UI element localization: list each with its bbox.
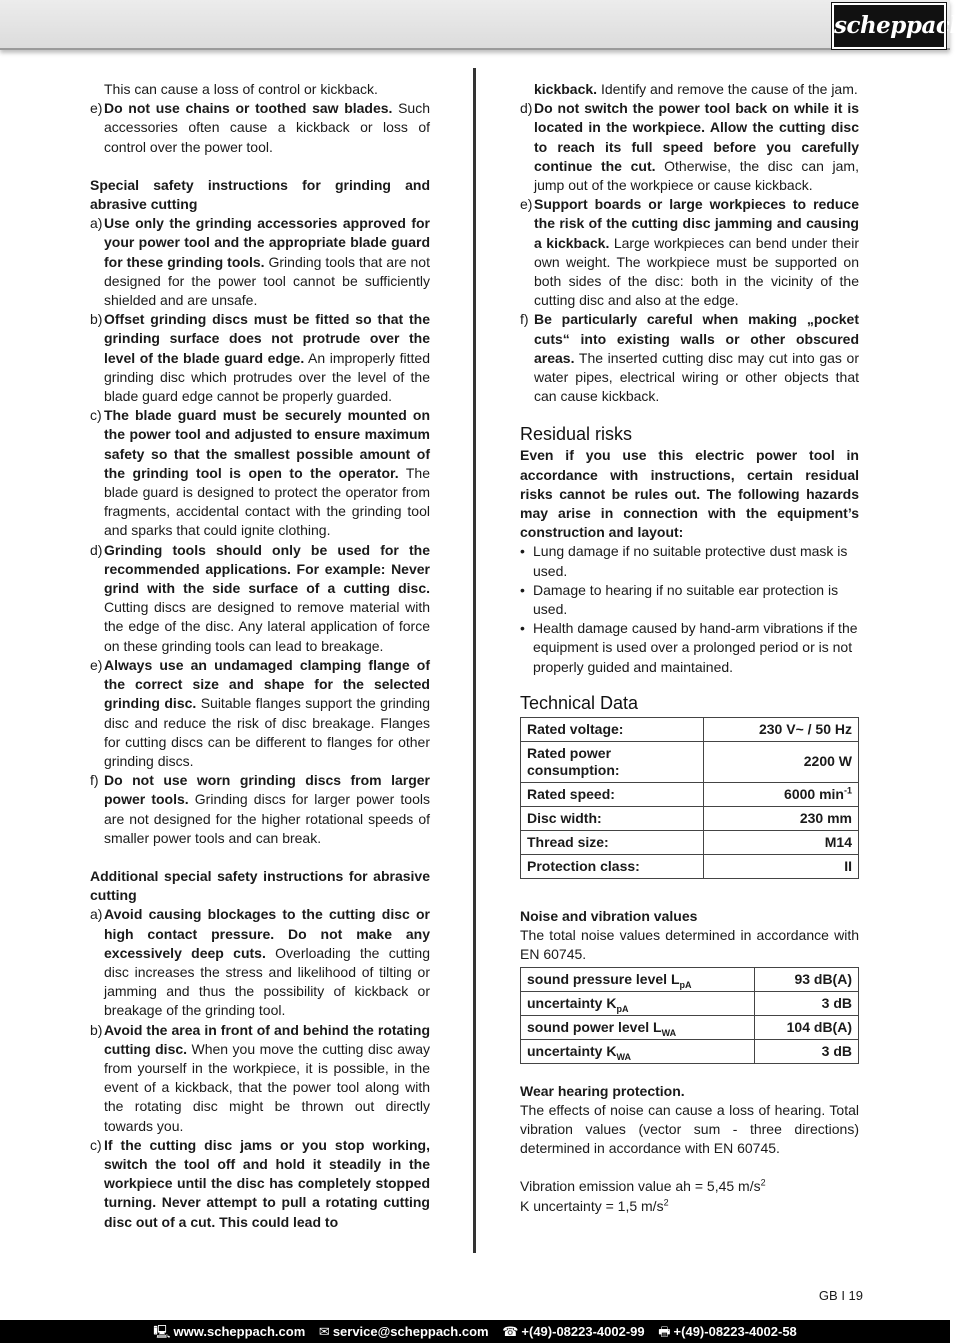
- item-bold: Grinding tools should only be used for the recommended applications. For example: Never grind with the side surface of a cutting disc.: [104, 541, 430, 597]
- list-item: [520, 542, 859, 580]
- continued-text: [520, 80, 859, 99]
- table-row: [521, 830, 859, 854]
- item-text: Grinding tools that are not designed for the power tool cannot be sufficiently shielded and are unsafe.: [104, 253, 430, 309]
- item-bold: Always use an undamaged clamping flange of the correct size and shape for the selected grinding disc.: [104, 656, 430, 712]
- table-row: [521, 741, 859, 782]
- item-bold: If the cutting disc jams or you stop working, switch the tool off and hold it steadily in the workpiece until the disc has completely stopped turning. Never attempt to pull a rotating cutting disc out of a cut. This could lead to: [104, 1136, 430, 1230]
- table-cell-label: Rated voltage:: [521, 717, 704, 741]
- list-item: [520, 310, 859, 406]
- table-cell-value: M14: [704, 830, 859, 854]
- footer-web[interactable]: 🖳 www.scheppach.com: [153, 1324, 306, 1339]
- section-heading: Special safety instructions for grinding and abrasive cutting: [90, 176, 430, 213]
- hearing-text: The effects of noise can cause a loss of hearing. Total vibration values (vector sum - three directions) determined in accordance with EN 60745.: [520, 1101, 859, 1157]
- item-text: The blade guard is designed to protect the operator from fragments, accidental contact with the grinding tool and sparks that could ignite clothing.: [104, 464, 430, 539]
- table-cell-label: uncertainty $K_{WA}$: [521, 1039, 755, 1063]
- table-cell-value: 6000 $\min^{-1}$: [704, 782, 859, 806]
- table-row: [521, 854, 859, 878]
- item-marker: f): [90, 772, 99, 789]
- header-bar: [0, 0, 966, 50]
- item-text: Suitable flanges support the grinding disc and reduce the risk of disc breakage. Flanges for cutting discs can be different to flanges for other grinding discs.: [104, 695, 430, 769]
- list-item: [520, 581, 859, 619]
- technical-data-heading: Technical Data: [520, 692, 639, 713]
- noise-heading: Noise and vibration values: [520, 907, 698, 924]
- table-cell-value: 104 dB(A): [755, 1015, 859, 1039]
- item-text: An improperly fitted grinding disc which protrudes over the level of the blade guard edge cannot be properly guarded.: [104, 349, 430, 405]
- item-bold: Be particularly careful when making „pocket cuts“ into existing walls or other obscured areas.: [534, 311, 859, 366]
- table-cell-label: Rated speed:: [521, 782, 704, 806]
- list-item: [90, 310, 430, 406]
- table-cell-label: sound pressure level $L_{pA}$: [521, 967, 755, 991]
- item-marker: e): [90, 656, 103, 673]
- list-item: [90, 905, 430, 1020]
- column-divider: [473, 68, 476, 1253]
- grinding-list: [90, 214, 430, 848]
- list-item: [90, 1136, 430, 1232]
- item-text: When you move the cutting disc away from yourself in the workpiece, it is possible, in the event of a kickback, that the power tool along with the rotating disc might be thrown out directly towards you.: [104, 1040, 430, 1134]
- item-marker: e): [90, 100, 103, 117]
- item-marker: d): [90, 541, 103, 558]
- item-bold: Offset grinding discs must be fitted so that the grinding surface does not protrude over the level of the blade guard edge.: [104, 311, 430, 366]
- table-cell-value: 93 dB(A): [755, 967, 859, 991]
- item-marker: b): [90, 311, 103, 328]
- mail-icon: ✉: [318, 1324, 330, 1339]
- list-item: [520, 195, 859, 310]
- item-marker: a): [90, 215, 103, 232]
- fax-icon: 🖶: [658, 1324, 671, 1339]
- bullet-text: Lung damage if no suitable protective dust mask is used.: [533, 543, 848, 579]
- phone-icon: ☎: [502, 1324, 519, 1339]
- noise-intro: The total noise values determined in accordance with EN 60745.: [520, 927, 859, 963]
- item-bold: Do not switch the power tool back on while it is located in the workpiece. Allow the cutting disc to reach its full speed before you carefully continue the cut.: [534, 100, 859, 174]
- table-cell-label: Rated power consumption:: [521, 741, 704, 782]
- list-item: [90, 214, 430, 310]
- item-marker: b): [90, 1021, 103, 1038]
- table-cell-label: uncertainty $K_{pA}$: [521, 991, 755, 1015]
- table-row: [521, 717, 859, 741]
- item-marker: c): [90, 1136, 102, 1153]
- item-text: Large workpieces can bend under their own weight. The workpiece must be supported on both sides of the disc: both in the vicinity of the cutting disc and also at the edge.: [534, 234, 859, 309]
- item-bold: The blade guard must be securely mounted on the power tool and adjusted to ensure maximum safety so that the smallest possible amount of the grinding tool is open to the operator.: [104, 407, 430, 481]
- technical-data-table: [520, 717, 859, 879]
- residual-intro: Even if you use this electric power tool in accordance with instructions, certain residual risks cannot be rules out. The following hazards may arise in connection with the equipment’s construction and layout:: [520, 447, 859, 541]
- item-text: Grinding discs for larger power tools are not designed for the higher rotational speeds of smaller power tools and can break.: [104, 791, 430, 846]
- table-cell-value: 3 dB: [755, 1039, 859, 1063]
- list-item: [90, 406, 430, 540]
- table-row: [521, 1015, 859, 1039]
- table-row: [521, 782, 859, 806]
- item-marker: e): [520, 196, 533, 213]
- bullet-text: Damage to hearing if no suitable ear protection is used.: [533, 581, 839, 618]
- item-marker: c): [90, 407, 102, 424]
- item-text: Identify and remove the cause of the jam.: [597, 81, 858, 97]
- list-item: [90, 656, 430, 771]
- table-cell-value: 3 dB: [755, 991, 859, 1015]
- list-item: [520, 99, 859, 195]
- item-text: Otherwise, the disc can jam, jump out of the workpiece or cause kickback.: [534, 157, 859, 194]
- table-cell-label: Disc width:: [521, 806, 704, 830]
- list-item: [90, 771, 430, 848]
- item-bold: kickback.: [534, 81, 598, 97]
- item-bold: Do not use worn grinding discs from larger power tools.: [104, 772, 430, 808]
- table-row: [521, 806, 859, 830]
- vibration-line: Vibration emission value ah = 5,45 $m/s^2$: [520, 1177, 766, 1195]
- item-bold: Support boards or large workpieces to reduce the risk of the cutting disc jamming and causing a kickback.: [534, 196, 859, 251]
- noise-table: [520, 967, 859, 1064]
- item-marker: d): [520, 100, 533, 117]
- bullet-icon: •: [520, 581, 525, 598]
- bullet-icon: •: [520, 543, 525, 560]
- hearing-heading: Wear hearing protection.: [520, 1082, 685, 1099]
- abrasive-list: [90, 905, 430, 1231]
- table-cell-label: Thread size:: [521, 830, 704, 854]
- table-row: [521, 1039, 859, 1063]
- item-text: Overloading the cutting disc increases the stress and likelihood of tilting or jamming and thus the possibility of kickback or breakage of the grinding tool.: [104, 944, 430, 1019]
- table-cell-value: 230 mm: [704, 806, 859, 830]
- list-item: [90, 99, 430, 157]
- table-cell-label: Protection class:: [521, 854, 704, 878]
- bullet-text: Health damage caused by hand-arm vibrations if the equipment is used over a prolonged period or is not properly guided and maintained.: [533, 620, 858, 675]
- footer-email[interactable]: ✉ service@scheppach.com: [318, 1324, 489, 1339]
- item-marker: f): [520, 311, 529, 328]
- right-column: [520, 80, 859, 1216]
- table-row: [521, 967, 859, 991]
- footer-phone: ☎ +(49)-08223-4002-99: [502, 1324, 645, 1339]
- item-bold: Use only the grinding accessories approved for your power tool and the appropriate blade guard for these grinding tools.: [104, 215, 430, 270]
- scheppach-logo: scheppach: [832, 3, 946, 49]
- residual-list: [520, 542, 859, 676]
- item-text: The inserted cutting disc may cut into gas or water pipes, electrical wiring or other objects that can cause kickback.: [534, 349, 859, 405]
- table-row: [521, 991, 859, 1015]
- list-item: [90, 1021, 430, 1136]
- footer-bar: [0, 1320, 950, 1343]
- item-bold: Do not use chains or toothed saw blades.: [104, 100, 393, 117]
- abrasive-list-continued: [520, 99, 859, 406]
- left-column: [90, 80, 430, 1232]
- intro-text: This can cause a loss of control or kickback.: [104, 81, 378, 97]
- section-heading: Additional special safety instructions for abrasive cutting: [90, 867, 430, 904]
- item-bold: Avoid causing blockages to the cutting disc or high contact pressure. Do not make any excessively deep cuts.: [104, 906, 430, 961]
- table-cell-value: 230 V~ / 50 Hz: [704, 717, 859, 741]
- computer-icon: 🖳: [153, 1324, 171, 1339]
- item-bold: Avoid the area in front of and behind the rotating cutting disc.: [104, 1021, 430, 1057]
- list-item: [90, 541, 430, 656]
- footer-fax: 🖶 +(49)-08223-4002-58: [658, 1324, 797, 1339]
- list-item: [520, 619, 859, 677]
- table-cell-value: 2200 W: [704, 741, 859, 782]
- item-text: Cutting discs are designed to remove material with the edge of the disc. Any lateral application of force on these grinding tools can lead to breakage.: [104, 599, 430, 654]
- table-cell-label: sound power level $L_{WA}$: [521, 1015, 755, 1039]
- k-uncertainty-line: K uncertainty = 1,5 $m/s^2$: [520, 1196, 669, 1214]
- item-text: Such accessories often cause a kickback or loss of control over the power tool.: [104, 100, 430, 155]
- bullet-icon: •: [520, 620, 525, 637]
- item-marker: a): [90, 906, 103, 923]
- table-cell-value: II: [704, 854, 859, 878]
- page-number: GB I 19: [818, 1288, 863, 1303]
- residual-risks-heading: Residual risks: [520, 424, 633, 445]
